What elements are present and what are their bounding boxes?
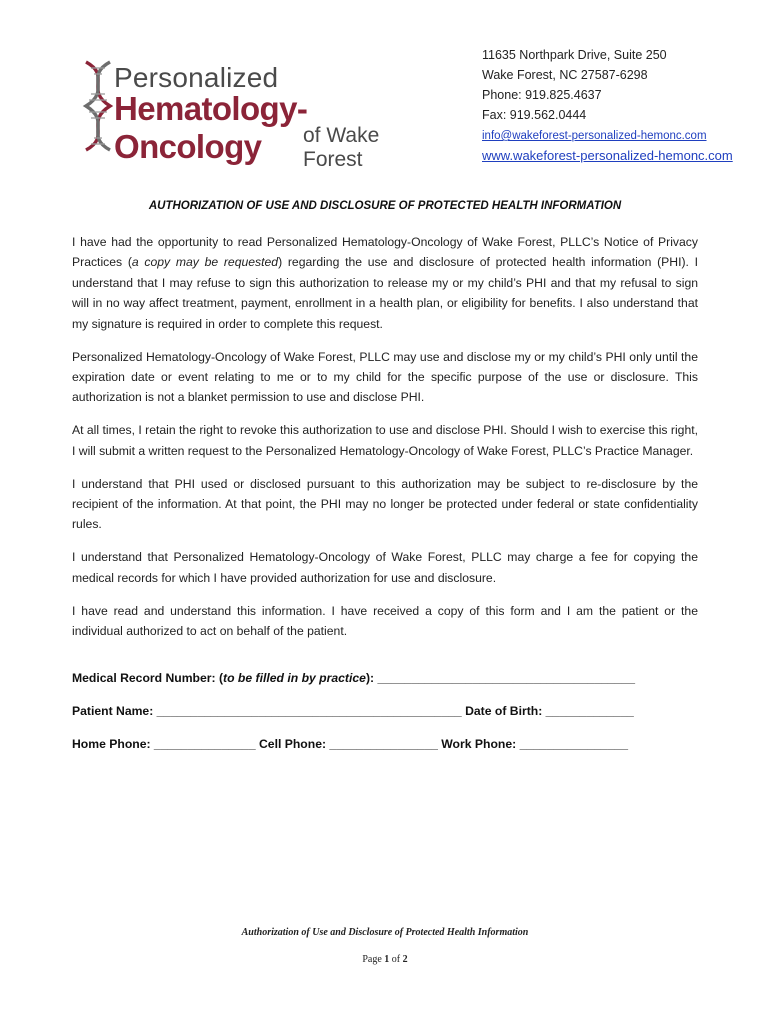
page-prefix: Page <box>362 954 385 965</box>
paragraph-notice-of-privacy <box>72 232 698 334</box>
email-link[interactable]: info@wakeforest-personalized-hemonc.com <box>482 130 707 142</box>
paragraph-1-text-b: ) regarding the use and disclosure of protected health information (PHI). I understand that I may refuse to sign this authorization to release my or my child’s PHI and that my refusal to sign will in no way affect treatment, payment, enrollment in a health plan, or eligibility for benefits. I also understand that my signature is required in order to complete this request. <box>72 255 698 331</box>
date-of-birth-field[interactable]: Date of Birth: _____________ <box>465 704 634 718</box>
paragraph-1-italic: a copy may be requested <box>131 255 279 270</box>
paragraph-re-disclosure: I understand that PHI used or disclosed pursuant to this authorization may be subject to re-disclosure by the recipient of the information. At that point, the PHI may no longer be protected under federal or state confidentiality rules. <box>72 476 698 532</box>
footer-title: Authorization of Use and Disclosure of Protected Health Information <box>241 927 529 938</box>
logo-line-personalized: Personalized <box>114 62 279 93</box>
paragraph-acknowledgement: I have read and understand this information. I have received a copy of this form and I am the patient or the individual authorized to act on behalf of the patient. <box>72 603 698 638</box>
address-street: 11635 Northpark Drive, Suite 250 <box>482 48 667 62</box>
mrn-italic-note: to be filled in by practice <box>223 671 366 685</box>
logo-line-hematology-oncology: Hematology-Oncology <box>114 90 308 165</box>
patient-name-field[interactable]: Patient Name: _____________________________________________ <box>72 704 462 718</box>
page-of: of <box>389 954 403 965</box>
patient-fields <box>72 668 698 767</box>
phone-row <box>72 734 698 767</box>
address-city: Wake Forest, NC 27587-6298 <box>482 68 648 82</box>
page-number <box>0 954 770 965</box>
total-pages: 2 <box>402 954 408 965</box>
paragraph-use-and-disclose: Personalized Hematology-Oncology of Wake Forest, PLLC may use and disclose my or my child’s PHI only until the expiration date or event relating to me or to my child for the specific purpose of the use or disclosure. This authorization is not a blanket permission to use and disclose PHI. <box>72 349 698 405</box>
paragraph-revoke-right: At all times, I retain the right to revoke this authorization to use and disclose PHI. Should I wish to exercise this right, I will submit a written request to the Personalized Hematology-Oncology of Wake Forest, PLLC’s Practice Manager. <box>72 423 698 458</box>
home-phone-field[interactable]: Home Phone: _______________ <box>72 737 256 751</box>
mrn-label: Medical Record Number: ( <box>72 671 224 685</box>
patient-name-row <box>72 701 698 734</box>
address-phone: Phone: 919.825.4637 <box>482 88 602 102</box>
document-title: AUTHORIZATION OF USE AND DISCLOSURE OF PROTECTED HEALTH INFORMATION <box>148 200 622 212</box>
practice-address-block <box>482 45 733 166</box>
medical-record-number-field[interactable] <box>72 668 698 701</box>
logo-line-wake-forest: of Wake Forest <box>303 124 380 171</box>
website-link[interactable]: www.wakeforest-personalized-hemonc.com <box>482 148 733 163</box>
paragraph-1-text-a: I have had the opportunity to read Personalized Hematology-Oncology of Wake Forest, PLLC’s Notice of Privacy Practices ( <box>72 235 698 270</box>
document-body <box>72 232 698 654</box>
current-page: 1 <box>384 954 390 965</box>
dna-helix-icon <box>82 60 114 152</box>
address-fax: Fax: 919.562.0444 <box>482 108 587 122</box>
work-phone-field[interactable]: Work Phone: ________________ <box>441 737 629 751</box>
cell-phone-field[interactable]: Cell Phone: ________________ <box>259 737 438 751</box>
paragraph-copy-fee: I understand that Personalized Hematology-Oncology of Wake Forest, PLLC may charge a fee for copying the medical records for which I have provided authorization for use and disclosure. <box>72 550 698 585</box>
practice-logo <box>82 60 432 171</box>
mrn-blank: ): ______________________________________ <box>365 671 636 685</box>
